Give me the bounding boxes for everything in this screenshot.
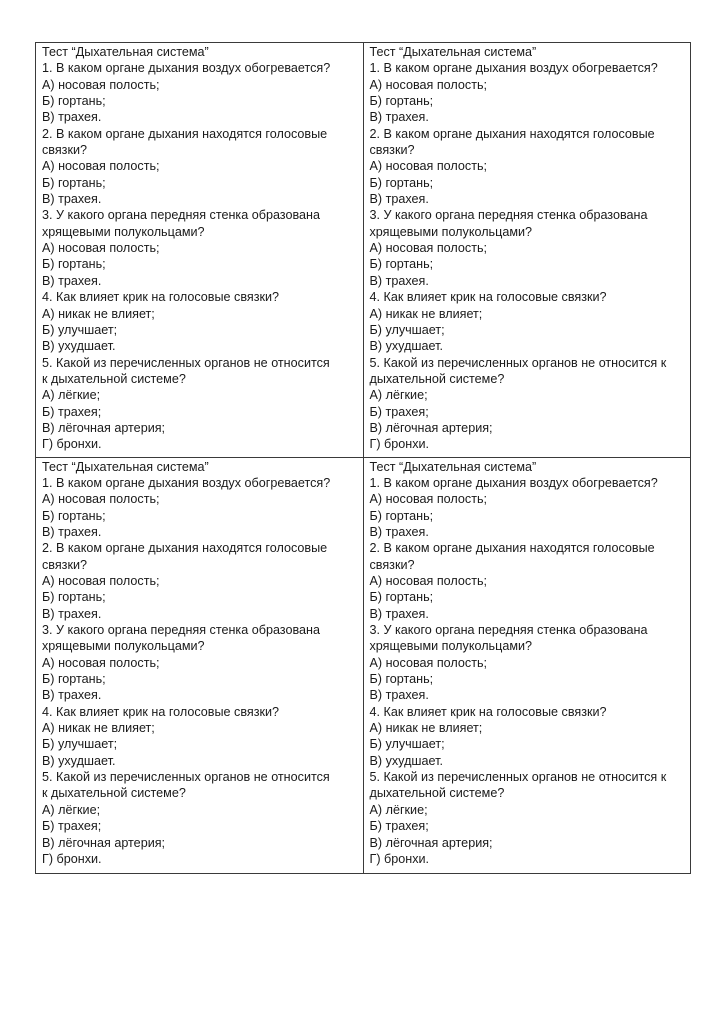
answer-option: Б) трахея;: [369, 404, 429, 419]
answer-option: к дыхательной системе?: [42, 786, 186, 801]
answer-option: В) лёгочная артерия;: [369, 420, 493, 435]
answer-option: В) трахея.: [369, 524, 429, 539]
test-card-top-right: [363, 43, 691, 458]
answer-option: 3. У какого органа передняя стенка образована: [42, 623, 320, 638]
answer-option: 3. У какого органа передняя стенка образована: [42, 208, 320, 223]
answer-option: В) ухудшает.: [369, 339, 443, 354]
answer-option: 4. Как влияет крик на голосовые связки?: [369, 704, 607, 719]
answer-option: Г) бронхи.: [369, 437, 430, 452]
answer-option: 4. Как влияет крик на голосовые связки?: [369, 290, 607, 305]
answer-option: А) носовая полость;: [369, 492, 488, 507]
answer-option: 2. В каком органе дыхания находятся голосовые связки?: [369, 541, 659, 572]
answer-option: Б) гортань;: [42, 672, 106, 687]
test-card-bottom-left: [36, 457, 364, 873]
answer-option: Б) гортань;: [369, 175, 434, 190]
answer-option: дыхательной системе?: [369, 786, 505, 801]
answer-option: Б) улучшает;: [369, 322, 445, 337]
answer-option: связки?: [42, 557, 87, 572]
answer-option: А) лёгкие;: [42, 388, 101, 403]
answer-option: А) никак не влияет;: [369, 306, 483, 321]
answer-option: В) трахея.: [42, 192, 102, 207]
answer-option: А) носовая полость;: [369, 655, 488, 670]
answer-option: В) лёгочная артерия;: [42, 835, 166, 850]
answer-option: А) никак не влияет;: [369, 721, 483, 736]
answer-option: А) носовая полость;: [42, 574, 160, 588]
answer-option: В) трахея.: [42, 606, 102, 621]
test-title: Тест “Дыхательная система”: [369, 45, 537, 59]
answer-option: А) лёгкие;: [369, 388, 428, 403]
answer-option: Б) трахея;: [369, 819, 429, 834]
answer-option: В) трахея.: [369, 606, 429, 621]
answer-option: В) трахея.: [369, 688, 429, 703]
answer-option: 2. В каком органе дыхания находятся голосовые связки?: [369, 126, 659, 158]
answer-option: 2. В каком органе дыхания находятся голосовые: [42, 126, 328, 141]
answer-option: Б) гортань;: [369, 672, 434, 687]
answer-option: А) носовая полость;: [42, 77, 160, 92]
answer-option: А) лёгкие;: [42, 802, 101, 817]
answer-option: Г) бронхи.: [42, 851, 102, 866]
answer-option: А) носовая полость;: [369, 77, 488, 92]
answer-option: дыхательной системе?: [369, 371, 505, 386]
test-card-top-left: [36, 43, 364, 458]
test-title: Тест “Дыхательная система”: [369, 459, 537, 474]
answer-option: Б) гортань;: [42, 257, 106, 272]
answer-option: Б) гортань;: [42, 508, 106, 523]
answer-option: Б) трахея;: [42, 819, 102, 834]
answer-option: Б) гортань;: [369, 508, 434, 523]
answer-option: А) носовая полость;: [42, 655, 160, 670]
answer-option: 1. В каком органе дыхания воздух обогревается?: [42, 61, 331, 76]
answer-option: 5. Какой из перечисленных органов не относится: [42, 770, 330, 785]
answer-option: хрящевыми полукольцами?: [369, 224, 533, 239]
answer-option: А) лёгкие;: [369, 802, 428, 817]
answer-option: В) трахея.: [369, 273, 429, 288]
answer-option: В) ухудшает.: [42, 339, 116, 354]
answer-option: Г) бронхи.: [42, 437, 102, 452]
answer-option: хрящевыми полукольцами?: [369, 639, 533, 654]
answer-option: Б) трахея;: [42, 404, 102, 419]
answer-option: 3. У какого органа передняя стенка образована: [369, 208, 648, 223]
answer-option: В) трахея.: [42, 273, 102, 288]
answer-option: 3. У какого органа передняя стенка образована: [369, 623, 648, 638]
table-row: [36, 43, 691, 458]
answer-option: А) никак не влияет;: [42, 721, 155, 736]
answer-option: В) ухудшает.: [42, 753, 116, 768]
answer-option: 5. Какой из перечисленных органов не относится: [42, 355, 330, 370]
answer-option: В) ухудшает.: [369, 753, 443, 768]
answer-option: Б) гортань;: [369, 94, 434, 109]
answer-option: 2. В каком органе дыхания находятся голосовые: [42, 541, 328, 556]
answer-option: 1. В каком органе дыхания воздух обогревается?: [369, 61, 658, 76]
answer-option: А) носовая полость;: [42, 241, 160, 256]
answer-option: Б) улучшает;: [42, 322, 118, 337]
answer-option: В) лёгочная артерия;: [369, 835, 493, 850]
answer-option: Б) гортань;: [42, 94, 106, 109]
answer-option: В) трахея.: [42, 688, 102, 703]
answer-option: Б) улучшает;: [42, 737, 118, 752]
answer-option: 5. Какой из перечисленных органов не относится к: [369, 770, 667, 785]
answer-option: связки?: [42, 143, 87, 158]
answer-option: Б) гортань;: [369, 590, 434, 605]
answer-option: А) носовая полость;: [42, 492, 160, 507]
answer-option: 5. Какой из перечисленных органов не относится к: [369, 355, 667, 370]
answer-option: Б) улучшает;: [369, 737, 445, 752]
answer-option: 4. Как влияет крик на голосовые связки?: [42, 704, 280, 719]
answer-option: А) носовая полость;: [42, 159, 160, 174]
answer-option: В) лёгочная артерия;: [42, 420, 166, 435]
answer-option: В) трахея.: [42, 110, 102, 125]
test-title: Тест “Дыхательная система”: [42, 459, 209, 474]
answer-option: А) носовая полость;: [369, 574, 488, 588]
table-row: [36, 457, 691, 873]
answer-option: хрящевыми полукольцами?: [42, 639, 205, 654]
answer-option: 1. В каком органе дыхания воздух обогревается?: [369, 475, 658, 490]
test-card-bottom-right: [363, 457, 691, 873]
answer-option: Б) гортань;: [42, 175, 106, 190]
answer-option: А) носовая полость;: [369, 241, 488, 256]
test-title: Тест “Дыхательная система”: [42, 45, 209, 59]
answer-option: хрящевыми полукольцами?: [42, 224, 205, 239]
answer-option: Б) гортань;: [42, 590, 106, 605]
answer-option: А) носовая полость;: [369, 159, 488, 174]
answer-option: Г) бронхи.: [369, 851, 430, 866]
answer-option: В) трахея.: [42, 524, 102, 539]
answer-option: 4. Как влияет крик на голосовые связки?: [42, 290, 280, 305]
answer-option: 1. В каком органе дыхания воздух обогревается?: [42, 475, 331, 490]
answer-option: к дыхательной системе?: [42, 371, 186, 386]
answer-option: В) трахея.: [369, 110, 429, 125]
answer-option: А) никак не влияет;: [42, 306, 155, 321]
answer-option: Б) гортань;: [369, 257, 434, 272]
test-sheet-table: [35, 42, 691, 874]
answer-option: В) трахея.: [369, 192, 429, 207]
